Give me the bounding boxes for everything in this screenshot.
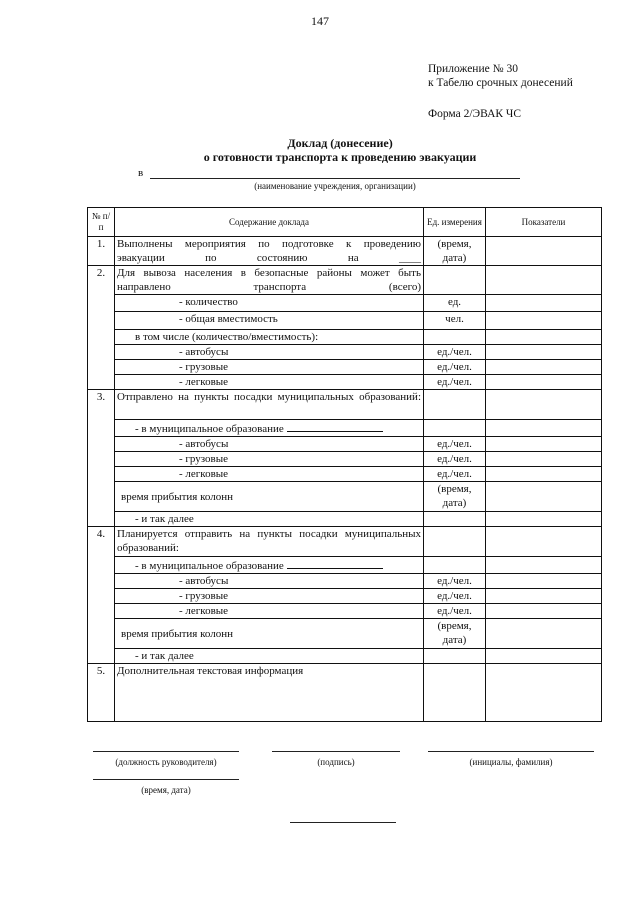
- table-row: [88, 467, 602, 482]
- table-row: [88, 452, 602, 467]
- row-text: Планируется отправить на пункты посадки муниципальных образований:: [115, 527, 424, 557]
- row-text: время прибытия колонн: [115, 619, 424, 649]
- row-text: Дополнительная текстовая информация: [115, 664, 424, 722]
- header-number: № п/п: [88, 208, 115, 237]
- table-header-row: [88, 208, 602, 237]
- row-unit: [424, 266, 486, 295]
- row-text: - автобусы: [115, 574, 424, 589]
- row-value-cell[interactable]: [486, 512, 602, 527]
- table-row: [88, 664, 602, 722]
- row-value-cell[interactable]: [486, 649, 602, 664]
- row-unit: чел.: [424, 312, 486, 330]
- position-caption: (должность руководителя): [115, 757, 217, 767]
- row-unit: [424, 420, 486, 437]
- row-text: - грузовые: [115, 589, 424, 604]
- municipality-label: - в муниципальное образование: [135, 423, 284, 435]
- row-text: - и так далее: [115, 649, 424, 664]
- table-row: [88, 604, 602, 619]
- row-unit: [424, 664, 486, 722]
- row-value-cell[interactable]: [486, 420, 602, 437]
- municipality-label: - в муниципальное образование: [135, 560, 284, 572]
- table-row: [88, 482, 602, 512]
- row-number: 4.: [88, 527, 115, 664]
- table-row: [88, 330, 602, 345]
- row-unit: [424, 390, 486, 420]
- table-row: [88, 619, 602, 649]
- header-unit: Ед. измерения: [424, 208, 486, 237]
- row-unit: ед./чел.: [424, 360, 486, 375]
- datetime-caption: (время, дата): [141, 785, 191, 795]
- row-number: 2.: [88, 266, 115, 390]
- table-row: [88, 512, 602, 527]
- report-table: [87, 207, 602, 722]
- row-text: [115, 557, 424, 574]
- table-row: [88, 420, 602, 437]
- row-text: [115, 420, 424, 437]
- row-unit: ед./чел.: [424, 604, 486, 619]
- row-value-cell[interactable]: [486, 237, 602, 266]
- row-number: 5.: [88, 664, 115, 722]
- row-unit: ед./чел.: [424, 467, 486, 482]
- table-row: [88, 312, 602, 330]
- table-row: [88, 360, 602, 375]
- row-number: 3.: [88, 390, 115, 527]
- row-text: - грузовые: [115, 360, 424, 375]
- table-row: [88, 390, 602, 420]
- table-row: [88, 237, 602, 266]
- table-row: [88, 295, 602, 312]
- row-value-cell[interactable]: [486, 437, 602, 452]
- title-line-2: о готовности транспорта к проведению эвакуации: [203, 150, 477, 164]
- row-text: - общая вместимость: [115, 312, 424, 330]
- row-value-cell[interactable]: [486, 390, 602, 420]
- organization-prefix: в: [138, 167, 144, 179]
- row-value-cell[interactable]: [486, 330, 602, 345]
- row-text: - легковые: [115, 604, 424, 619]
- row-text: время прибытия колонн: [115, 482, 424, 512]
- row-unit: [424, 512, 486, 527]
- header-content: Содержание доклада: [115, 208, 424, 237]
- row-value-cell[interactable]: [486, 266, 602, 295]
- row-unit: (время, дата): [424, 482, 486, 512]
- row-value-cell[interactable]: [486, 467, 602, 482]
- row-unit: ед./чел.: [424, 437, 486, 452]
- table-row: [88, 375, 602, 390]
- row-text: Выполнены мероприятия по подготовке к проведению эвакуации по состоянию на ____: [115, 237, 424, 266]
- row-value-cell[interactable]: [486, 375, 602, 390]
- row-text: - грузовые: [115, 452, 424, 467]
- table-row: [88, 557, 602, 574]
- row-value-cell[interactable]: [486, 589, 602, 604]
- organization-hint: (наименование учреждения, организации): [254, 181, 416, 191]
- row-unit: [424, 330, 486, 345]
- appendix-reference: [428, 62, 573, 90]
- closing-divider: [290, 822, 396, 823]
- row-text: - и так далее: [115, 512, 424, 527]
- datetime-signature-line[interactable]: [93, 779, 239, 780]
- appendix-line-2: к Табелю срочных донесений: [428, 77, 573, 89]
- table-row: [88, 574, 602, 589]
- row-unit: ед./чел.: [424, 574, 486, 589]
- row-unit: ед./чел.: [424, 345, 486, 360]
- row-value-cell[interactable]: [486, 527, 602, 557]
- row-unit: ед./чел.: [424, 375, 486, 390]
- row-unit: (время, дата): [424, 619, 486, 649]
- row-text: в том числе (количество/вместимость):: [115, 330, 424, 345]
- signature-caption: (подпись): [317, 757, 355, 767]
- row-unit: ед.: [424, 295, 486, 312]
- row-text: - легковые: [115, 375, 424, 390]
- row-value-cell[interactable]: [486, 312, 602, 330]
- row-value-cell[interactable]: [486, 452, 602, 467]
- row-text: - автобусы: [115, 345, 424, 360]
- name-signature-line[interactable]: [428, 751, 594, 752]
- municipality-fill-line: [287, 557, 383, 569]
- name-caption: (инициалы, фамилия): [469, 757, 553, 767]
- row-text: - количество: [115, 295, 424, 312]
- row-value-cell[interactable]: [486, 574, 602, 589]
- table-row: [88, 589, 602, 604]
- row-value-cell[interactable]: [486, 664, 602, 722]
- header-indicators: Показатели: [486, 208, 602, 237]
- row-text: - легковые: [115, 467, 424, 482]
- row-text: Для вывоза населения в безопасные районы может быть направлено транспорта (всего): [115, 266, 424, 295]
- table-row: [88, 649, 602, 664]
- document-title: [0, 136, 640, 164]
- row-unit: ед./чел.: [424, 589, 486, 604]
- position-signature-line[interactable]: [93, 751, 239, 752]
- row-unit: (время, дата): [424, 237, 486, 266]
- signature-line[interactable]: [272, 751, 400, 752]
- table-row: [88, 437, 602, 452]
- row-unit: [424, 649, 486, 664]
- row-unit: ед./чел.: [424, 452, 486, 467]
- appendix-line-1: Приложение № 30: [428, 63, 518, 75]
- row-value-cell[interactable]: [486, 360, 602, 375]
- page-number: 147: [311, 14, 329, 28]
- row-value-cell[interactable]: [486, 482, 602, 512]
- table-row: [88, 266, 602, 295]
- row-text: - автобусы: [115, 437, 424, 452]
- row-text: Отправлено на пункты посадки муниципальных образований:: [115, 390, 424, 420]
- row-value-cell[interactable]: [486, 619, 602, 649]
- row-value-cell[interactable]: [486, 604, 602, 619]
- municipality-fill-line: [287, 420, 383, 432]
- organization-fill-line: [150, 178, 520, 179]
- row-value-cell[interactable]: [486, 557, 602, 574]
- form-code: Форма 2/ЭВАК ЧС: [428, 108, 522, 120]
- row-value-cell[interactable]: [486, 345, 602, 360]
- title-line-1: Доклад (донесение): [287, 136, 393, 150]
- row-value-cell[interactable]: [486, 295, 602, 312]
- row-unit: [424, 527, 486, 557]
- row-number: 1.: [88, 237, 115, 266]
- table-row: [88, 345, 602, 360]
- row-unit: [424, 557, 486, 574]
- table-row: [88, 527, 602, 557]
